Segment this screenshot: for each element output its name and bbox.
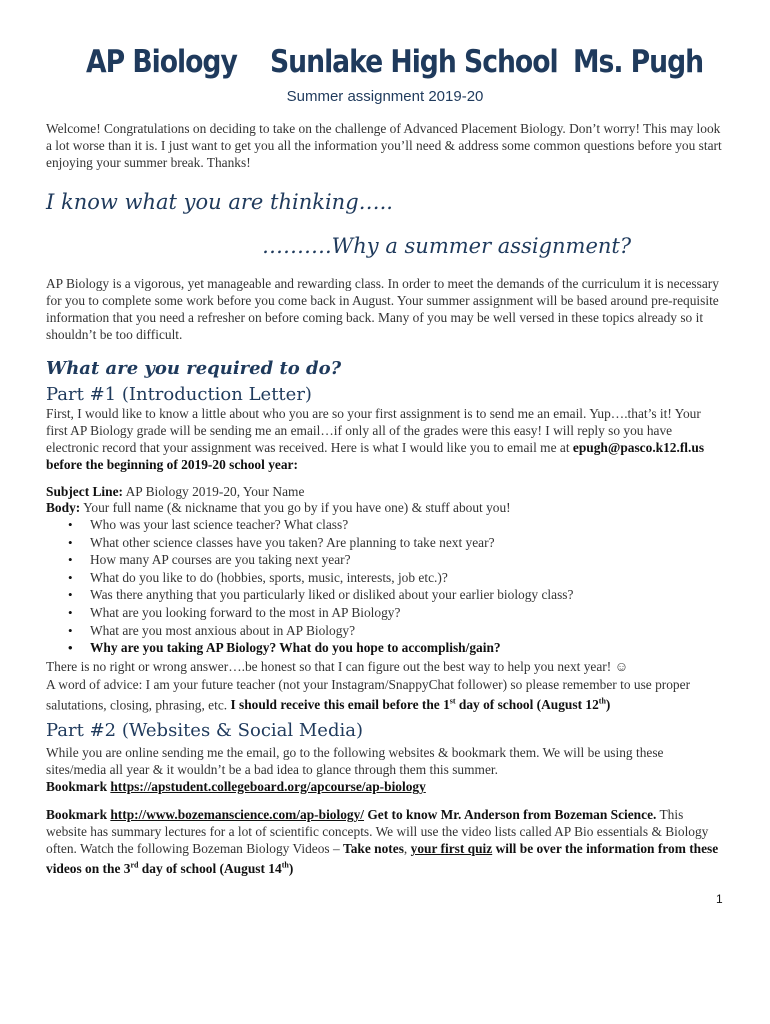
list-item: • Who was your last science teacher? What class? xyxy=(46,516,706,534)
take-notes: Take notes xyxy=(343,841,404,856)
list-item: • What are you looking forward to the most in AP Biology? xyxy=(46,604,706,622)
bookmark-label: Bookmark xyxy=(46,779,111,794)
body-line xyxy=(46,499,724,516)
subject-line xyxy=(46,483,724,500)
page-subtitle: Summer assignment 2019-20 xyxy=(286,88,484,105)
question-list xyxy=(46,516,706,657)
deadline-text: I should receive this email before the 1st day of school (August 12th) xyxy=(230,697,611,713)
header-teacher: Ms. Pugh xyxy=(573,44,704,80)
list-item: • What are you most anxious about in AP Biology? xyxy=(46,622,706,640)
list-item: • What do you like to do (hobbies, sports, music, interests, job etc.)? xyxy=(46,569,706,587)
closing-paragraph xyxy=(46,676,724,713)
header-school: Sunlake High School xyxy=(270,44,558,80)
part2-paragraph: While you are online sending me the email, go to the following websites & bookmark them. We will be using these sites/media all year & it wouldn’t be a bad idea to glance through them this summer. xyxy=(46,745,664,777)
quiz-text: will be over the information from these videos on the 3rd day of school (August 14th) xyxy=(46,841,719,877)
script-line-1: I know what you are thinking….. xyxy=(46,190,393,214)
list-item: • Was there anything that you particularly liked or disliked about your earlier biology class? xyxy=(46,586,706,604)
script-line-2: ……….Why a summer assignment? xyxy=(262,234,632,258)
list-item: • How many AP courses are you taking next year? xyxy=(46,551,706,569)
question-heading: What are you required to do? xyxy=(46,358,342,379)
part2-heading: Part #2 (Websites & Social Media) xyxy=(46,720,363,741)
bozeman-link[interactable]: http://www.bozemanscience.com/ap-biology/ xyxy=(110,807,365,822)
first-quiz: your first quiz xyxy=(410,841,493,856)
bookmark-label: Bookmark xyxy=(46,807,111,822)
intro-paragraph: AP Biology is a vigorous, yet manageable and rewarding class. In order to meet the demands of the curriculum it is necessary for you to complete some work before you come back in August. Your summer assignment will be based around pre-requisite information that you need a refresher on before coming back. Many of you may be well versed in these topics already so it shouldn’t be too difficult. xyxy=(46,276,719,342)
part1-paragraph xyxy=(46,405,724,473)
page-number: 1 xyxy=(716,892,723,906)
bozeman-text: This website has summary lectures for a lot of scientific concepts. We will use the video lists called AP Bio essentials & Biology often. Watch the following Bozeman Biology Videos – xyxy=(46,807,709,856)
teacher-email[interactable]: epugh@pasco.k12.fl.us xyxy=(572,440,705,455)
part1-after-email: before the beginning of 2019-20 school year: xyxy=(46,457,298,472)
closing-line-2: A word of advice: I am your future teacher (not your Instagram/SnappyChat follower) so please remember to use proper salutations, closing, phrasing, etc. xyxy=(46,677,691,713)
bookmark-bozeman-paragraph: Bookmark http://www.bozemanscience.com/ap-biology/ Get to know Mr. Anderson from Bozeman Science. This website has summary lectures for a lot of scientific concepts. We will use the video lists called AP Bio essentials & Biology often. Watch the following Bozeman Biology Videos – Take notes, your first quiz will be over the information from these videos on the 3rd day of school (August 14th) xyxy=(46,807,719,877)
collegeboard-link[interactable]: https://apstudent.collegeboard.org/apcourse/ap-biology xyxy=(110,779,426,794)
header-course: AP Biology xyxy=(86,44,237,80)
subject-label: Subject Line: xyxy=(46,484,123,499)
closing-line-1: There is no right or wrong answer….be honest so that I can figure out the best way to help you next year! ☺ xyxy=(46,659,629,674)
list-item: • What other science classes have you taken? Are planning to take next year? xyxy=(46,534,706,552)
part1-text: First, I would like to know a little about who you are so your first assignment is to send me an email. Yup….that’s it! Your first AP Biology grade will be sending me an email…if only all of the grades were this easy! I will reply so you have electronic record that your assignment was received. Here is what I would like you to email me at xyxy=(46,406,701,455)
list-item: • Why are you taking AP Biology? What do you hope to accomplish/gain? xyxy=(46,639,706,657)
subject-value: AP Biology 2019-20, Your Name xyxy=(123,484,305,499)
bookmark-collegeboard xyxy=(46,778,724,795)
part1-heading: Part #1 (Introduction Letter) xyxy=(46,384,312,405)
body-label: Body: xyxy=(46,500,81,515)
body-value: Your full name (& nickname that you go by if you have one) & stuff about you! xyxy=(80,500,511,515)
bozeman-intro: Get to know Mr. Anderson from Bozeman Science. xyxy=(364,807,657,822)
welcome-paragraph: Welcome! Congratulations on deciding to take on the challenge of Advanced Placement Biology. Don’t worry! This may look a lot worse than it is. I just want to get you all the information you’ll need & address some common questions before you start enjoying your summer break. Thanks! xyxy=(46,121,722,170)
